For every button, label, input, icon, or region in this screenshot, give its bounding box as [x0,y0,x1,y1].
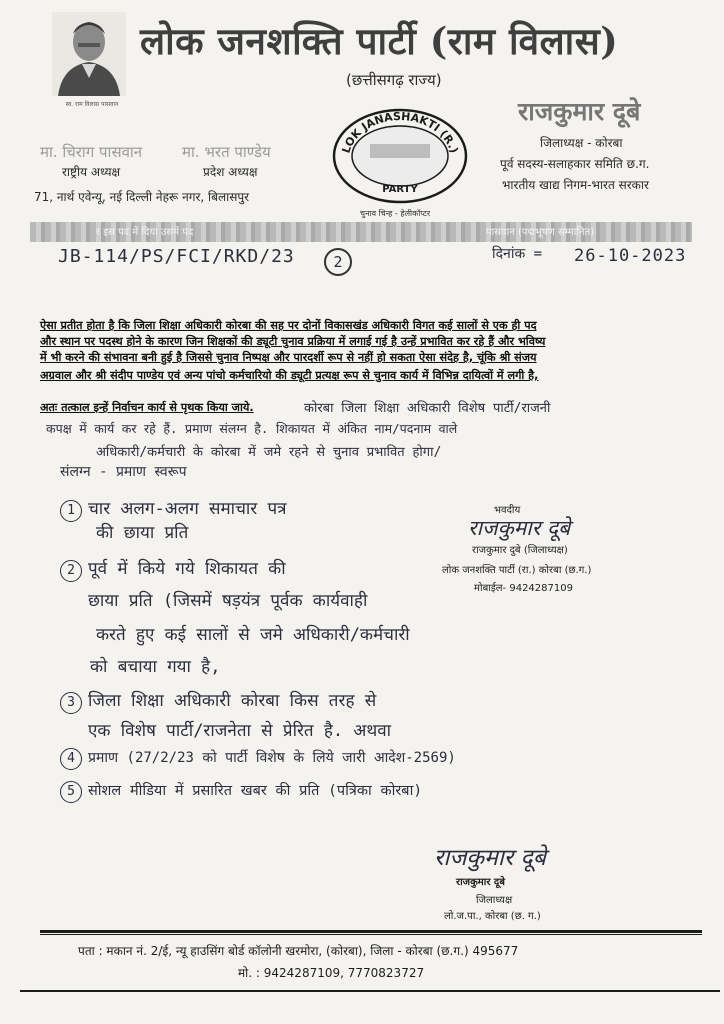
body-line: ऐसा प्रतीत होता है कि जिला शिक्षा अधिकारी कोरबा की सह पर दोनों विकासखंड अधिकारी विगत कई सालों से एक ही पद [40,319,537,332]
photo-caption: स्व. राम विलास पासवान [65,101,119,108]
enclosure-item-4: 4 प्रमाण (27/2/23 को पार्टी विशेष के लिये जारी आदेश-2569) [60,748,456,770]
enclosure-item-2-cont: छाया प्रति (जिसमें षड़यंत्र पूर्वक कार्यवाही [88,591,368,611]
enclosure-number: 5 [60,781,82,803]
footer-rule-thin [40,934,702,935]
date-value: 26-10-2023 [574,246,687,266]
date-label: दिनांक = [492,246,543,262]
leader-portrait [52,12,126,96]
enclosure-item-2: 2 पूर्व में किये गये शिकायत की [60,556,286,582]
signatory-2-org: लो.ज.पा., कोरबा (छ. ग.) [444,911,541,922]
signatory-2-title: जिलाध्यक्ष [476,895,513,906]
handwritten-line: कपक्ष में कार्य कर रहे हैं. प्रमाण संलग्न है. शिकायत में अंकित नाम/पदनाम वाले [46,421,458,436]
banner-text-left: र इस पद में दिया उसमें पद [96,227,194,238]
sender-former-role: पूर्व सदस्य-सलाहकार समिति छ.ग. [500,157,650,171]
enclosure-number: 4 [60,748,82,770]
party-name: लोक जनशक्ति पार्टी (राम विलास) [140,19,619,63]
body-line: अतः तत्काल इन्हें निर्वाचन कार्य से पृथक किया जाये. [40,401,254,414]
banner-text-right: पासवान (पद्मभूषण सम्मानित) [486,227,595,238]
sender-name: राजकुमार दूबे [518,97,641,126]
signature-2: राजकुमार दूबे [434,845,546,871]
footer-address: पता : मकान नं. 2/ई, न्यू हाउसिंग बोर्ड कॉलोनी खरमोरा, (कोरबा), जिला - कोरबा (छ.ग.) 495677 [78,944,519,958]
sender-organization: भारतीय खाद्य निगम-भारत सरकार [502,178,649,192]
state-president-name: मा. भरत पाण्डेय [182,143,271,161]
state-label: (छत्तीसगढ़ राज्य) [346,71,442,89]
signatory-name: राजकुमार दुबे (जिलाध्यक्ष) [472,545,568,556]
signatory-org: लोक जनशक्ति पार्टी (रा.) कोरबा (छ.ग.) [442,565,592,576]
footer-phone: मो. : 9424287109, 7770823727 [238,966,425,980]
party-logo [330,104,470,204]
signatory-mobile: मोबाईल- 9424287109 [474,583,573,594]
body-line: में भी करने की संभावना बनी हुई है जिससे चुनाव निष्पक्ष और पारदर्शी रूप से नहीं हो सकता ऐसा संदेह है, चूंकि श्री संजय [40,351,537,364]
handwritten-continuation: कोरबा जिला शिक्षा अधिकारी विशेष पार्टी/राजनी [304,401,551,416]
body-line: और स्थान पर पदस्थ होने के कारण जिन शिक्षकों की ड्यूटी चुनाव प्रक्रिया में लगाई गई है उन्हें प्रभावित कर रहे हैं और भविष्य [40,335,546,348]
reference-circled-number: 2 [324,248,352,276]
footer-rule [40,930,702,933]
national-president-title: राष्ट्रीय अध्यक्ष [62,165,121,179]
footer-bottom-rule [20,990,720,992]
enclosure-item-1: 1 चार अलग-अलग समाचार पत्र [60,496,287,522]
party-address: 71, नार्थ एवेन्यू, नई दिल्ली नेहरू नगर, बिलासपुर [34,190,250,204]
logo-top-text: LOK JANASHAKTI (R.) [339,109,461,155]
enclosure-item-3: 3 जिला शिक्षा अधिकारी कोरबा किस तरह से [60,688,376,714]
enclosure-number: 3 [60,692,82,714]
reference-number: JB-114/PS/FCI/RKD/23 [58,246,295,267]
national-president-name: मा. चिराग पासवान [40,143,143,161]
enclosure-number: 2 [60,560,82,582]
salutation: भवदीय [494,505,521,516]
enclosure-item-3-cont: एक विशेष पार्टी/राजनेता से प्रेरित है. अथवा [88,721,392,741]
signatory-2-name: राजकुमार दूबे [456,877,505,888]
logo-bottom-text: PARTY [382,184,418,195]
election-symbol-caption: चुनाव चिन्ह - हेलीकॉप्टर [360,209,431,218]
handwritten-line: अधिकारी/कर्मचारी के कोरबा में जमे रहने से चुनाव प्रभावित होगा/ [96,445,442,460]
enclosure-item-5: 5 सोशल मीडिया में प्रसारित खबर की प्रति (पत्रिका कोरबा) [60,780,422,803]
enclosure-item-1-cont: की छाया प्रति [96,523,189,543]
state-president-title: प्रदेश अध्यक्ष [203,165,258,179]
signature-1: राजकुमार दूबे [468,516,571,540]
body-line: अग्रवाल और श्री संदीप पाण्डेय एवं अन्य पांचो कर्मचारियो की ड्यूटी प्रत्यक्ष रूप से चुनाव कार्य में विभिन्न दायित्वों में लगी है, [40,369,539,382]
sender-title: जिलाध्यक्ष - कोरबा [540,136,623,150]
enclosure-item-2-cont: करते हुए कई सालों से जमे अधिकारी/कर्मचारी [96,625,410,645]
enclosure-heading: संलग्न - प्रमाण स्वरूप [60,464,187,480]
enclosure-item-2-cont: को बचाया गया है, [90,657,221,677]
enclosure-number: 1 [60,500,82,522]
